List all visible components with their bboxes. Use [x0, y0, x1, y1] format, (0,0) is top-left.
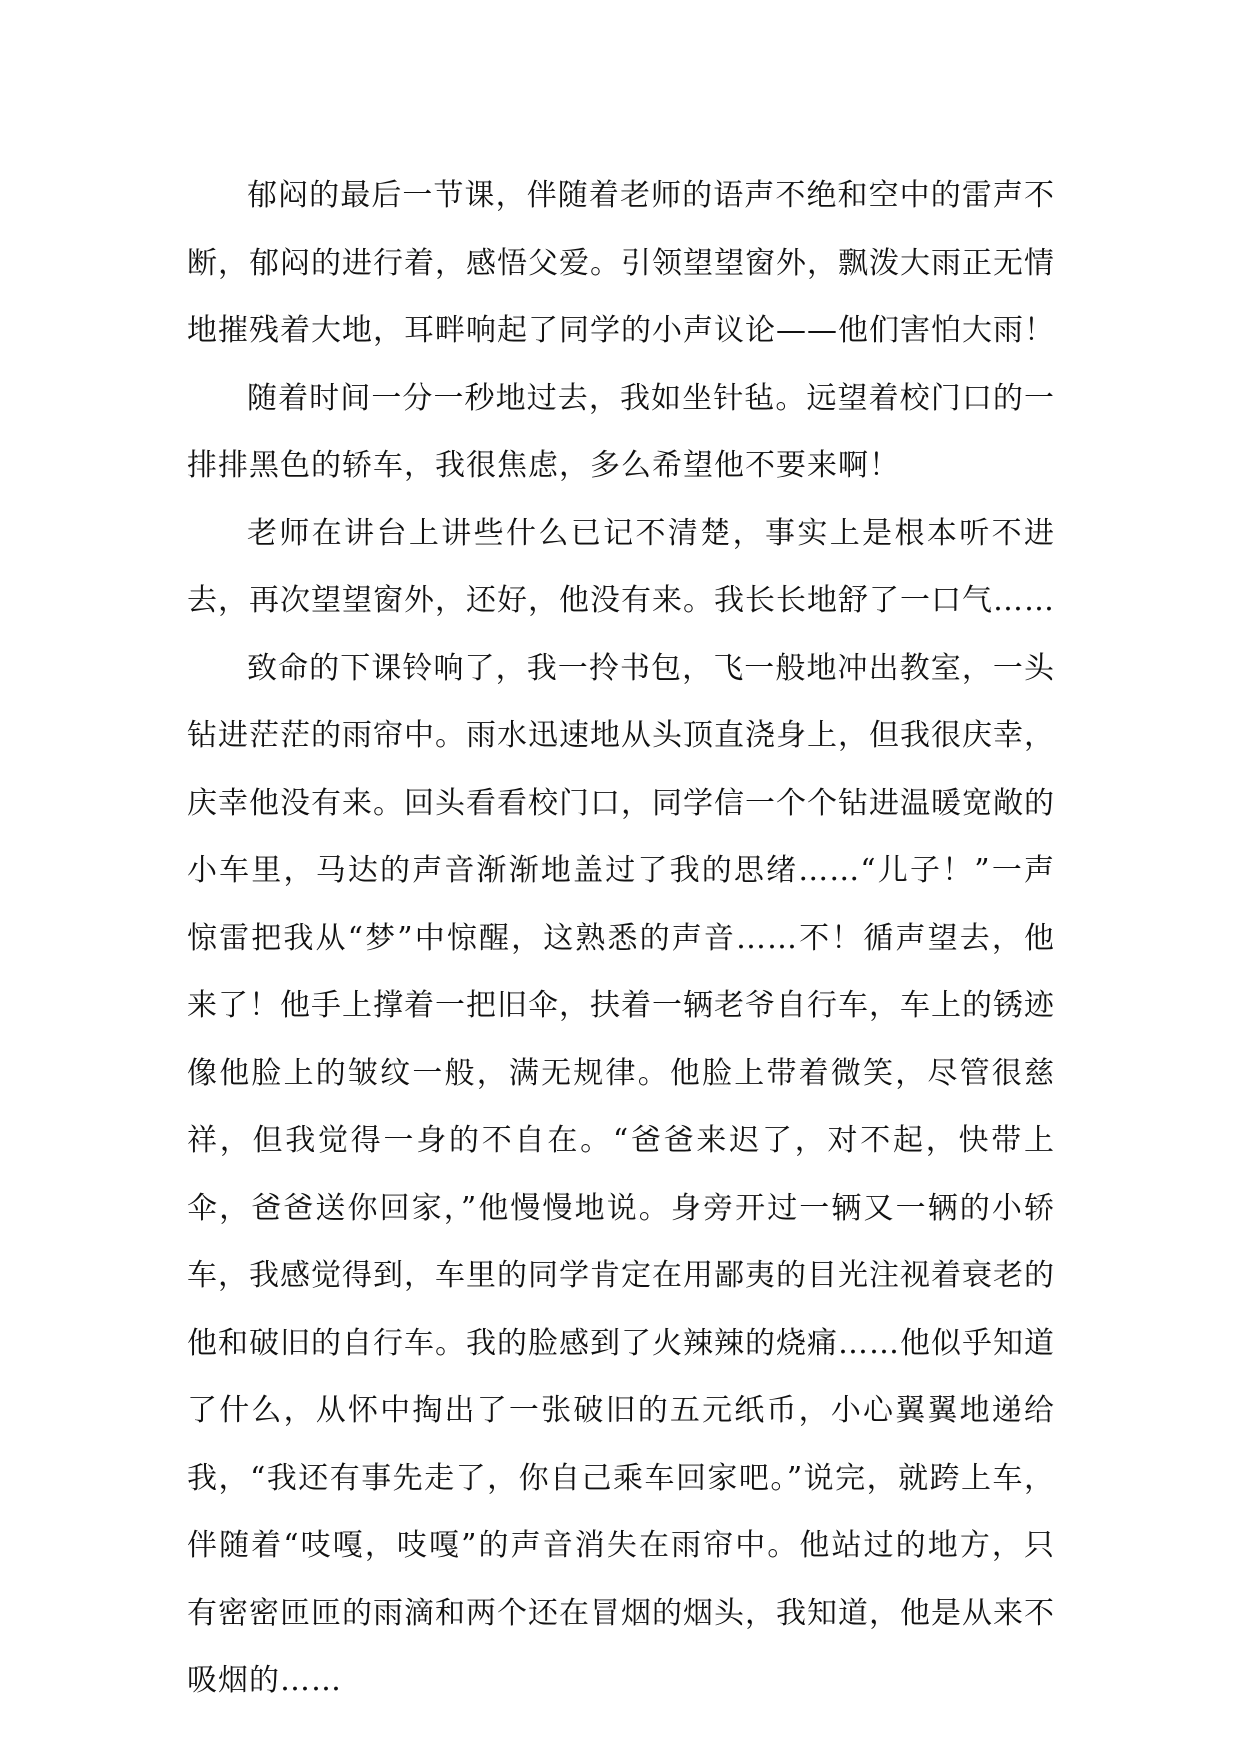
paragraph-3: 老师在讲台上讲些什么已记不清楚，事实上是根本听不进去，再次望望窗外，还好，他没有来。我长长地舒了一口气…… — [187, 515, 1055, 618]
document-body — [187, 162, 1055, 1715]
paragraph-1: 郁闷的最后一节课，伴随着老师的语声不绝和空中的雷声不断，郁闷的进行着，感悟父爱。引领望望窗外，飘泼大雨正无情地摧残着大地，耳畔响起了同学的小声议论——他们害怕大雨！ — [187, 178, 1055, 348]
paragraph-2: 随着时间一分一秒地过去，我如坐针毡。远望着校门口的一排排黑色的轿车，我很焦虑，多么希望他不要来啊！ — [187, 380, 1055, 483]
paragraph-4: 致命的下课铃响了，我一拎书包，飞一般地冲出教室，一头钻进茫茫的雨帘中。雨水迅速地从头顶直浇身上，但我很庆幸，庆幸他没有来。回头看看校门口，同学信一个个钻进温暖宽敞的小车里，马达的声音渐渐地盖过了我的思绪……“儿子！”一声惊雷把我从“梦”中惊醒，这熟悉的声音……不！循声望去，他来了！他手上撑着一把旧伞，扶着一辆老爷自行车，车上的锈迹像他脸上的皱纹一般，满无规律。他脸上带着微笑，尽管很慈祥，但我觉得一身的不自在。“爸爸来迟了，对不起，快带上伞，爸爸送你回家，”他慢慢地说。身旁开过一辆又一辆的小轿车，我感觉得到，车里的同学肯定在用鄙夷的目光注视着衰老的他和破旧的自行车。我的脸感到了火辣辣的烧痛……他似乎知道了什么，从怀中掏出了一张破旧的五元纸币，小心翼翼地递给我，“我还有事先走了，你自己乘车回家吧。”说完，就跨上车，伴随着“吱嘎，吱嘎”的声音消失在雨帘中。他站过的地方，只有密密匝匝的雨滴和两个还在冒烟的烟头，我知道，他是从来不吸烟的…… — [187, 650, 1055, 1698]
